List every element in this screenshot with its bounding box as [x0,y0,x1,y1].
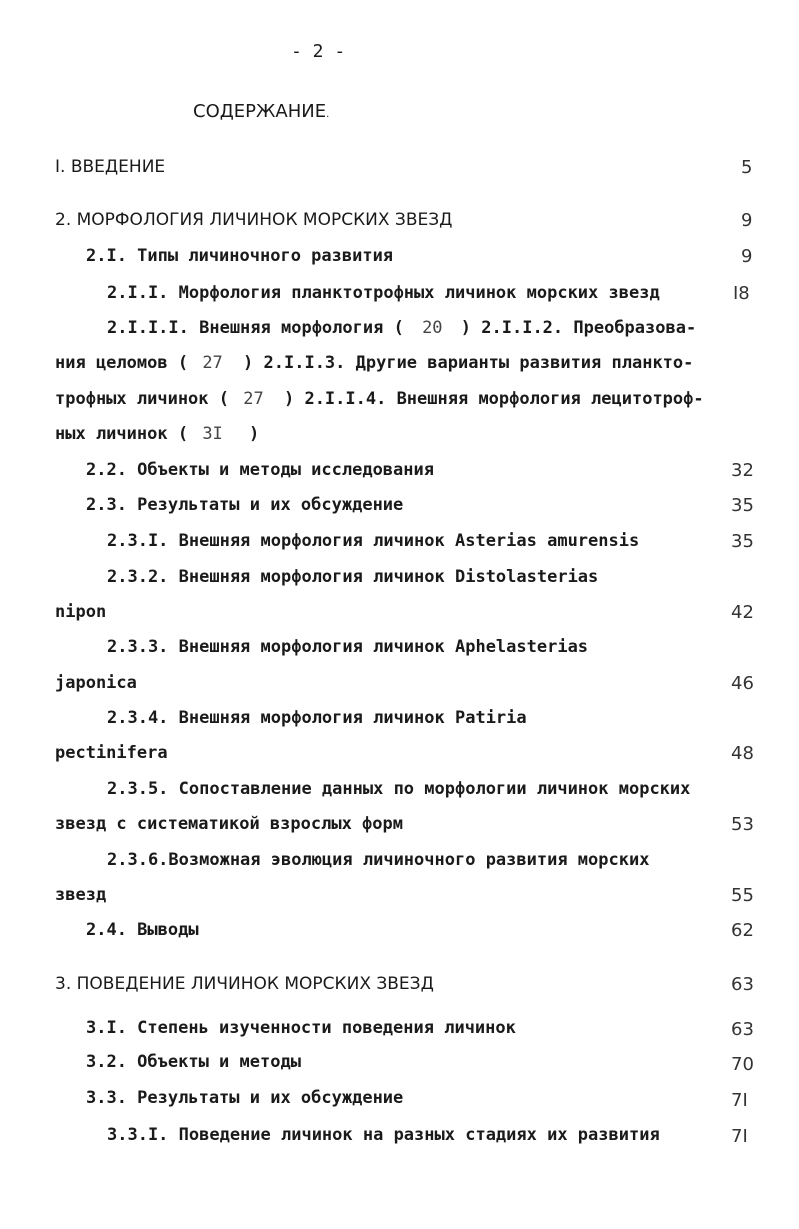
para-l1-a: 2.I.I.I. Внешняя морфология ( [107,318,404,338]
toc-entry-2-3-2-cont: nipon [55,602,107,622]
toc-paragraph-line-4 [55,424,259,444]
toc-page-2-3-1: 35 [731,531,754,552]
toc-paragraph-line-2 [55,353,693,373]
toc-entry-2-3-3: 2.3.3. Внешняя морфология личинок Aphelasterias [107,637,589,657]
toc-page-3-1: 63 [731,1019,754,1040]
para-l3-b: ) 2.I.I.4. Внешняя морфология лецитотроф- [283,389,704,409]
toc-page-2-1: 9 [741,246,753,267]
para-l1-b: ) 2.I.I.2. Преобразова- [460,318,697,338]
toc-entry-2-3-4: 2.3.4. Внешняя морфология личинок Patiria [107,708,527,728]
toc-entry-2-4: 2.4. Выводы [86,920,199,940]
page-number: - 2 - [291,41,346,62]
toc-page-2-1-1: I8 [733,283,750,304]
toc-entry-3-2: 3.2. Объекты и методы [86,1052,301,1072]
toc-page-2-3-3: 46 [731,673,754,694]
toc-entry-2-3-1: 2.3.I. Внешняя морфология личинок Asterias amurensis [107,531,640,551]
toc-entry-2-3-6-cont: звезд [55,885,107,905]
toc-entry-2-1-1: 2.I.I. Морфология планктотрофных личинок морских звезд [107,283,660,303]
para-l3-page: 27 [243,389,264,409]
para-l2-page: 27 [202,353,223,373]
toc-page-2-3-6: 55 [731,885,754,906]
toc-entry-2-3: 2.3. Результаты и их обсуждение [86,495,404,515]
toc-paragraph-line-3 [55,389,704,409]
para-l3-a: трофных личинок ( [55,389,229,409]
para-l4-b: ) [249,424,260,444]
toc-page-2-3-2: 42 [731,602,754,623]
toc-page-ch3: 63 [731,974,754,995]
toc-entry-intro: I. ВВЕДЕНИЕ [55,157,166,177]
page-title [193,102,329,125]
toc-entry-3-3: 3.3. Результаты и их обсуждение [86,1088,404,1108]
toc-page-ch2: 9 [741,210,753,231]
toc-entry-2-3-5-cont: звезд с систематикой взрослых форм [55,814,403,834]
para-l2-a: ния целомов ( [55,353,189,373]
toc-page-2-4: 62 [731,920,754,941]
title-text: СОДЕРЖАНИЕ [193,101,327,122]
toc-page-3-3: 7I [731,1090,748,1111]
para-l4-a: ных личинок ( [55,424,189,444]
toc-paragraph-line-1 [107,318,696,338]
toc-entry-2-1: 2.I. Типы личиночного развития [86,246,394,266]
toc-entry-2-3-3-cont: japonica [55,673,137,693]
para-l4-page: 3I [202,424,223,444]
toc-entry-3-1: 3.I. Степень изученности поведения личинок [86,1018,516,1038]
toc-entry-2-3-5: 2.3.5. Сопоставление данных по морфологии личинок морских [107,779,691,799]
toc-entry-2-3-2: 2.3.2. Внешняя морфология личинок Distolasterias [107,567,599,587]
toc-page-intro: 5 [741,157,753,178]
toc-entry-2-2: 2.2. Объекты и методы исследования [86,460,434,480]
toc-page-2-3-5: 53 [731,814,754,835]
toc-entry-ch2: 2. МОРФОЛОГИЯ ЛИЧИНОК МОРСКИХ ЗВЕЗД [55,210,453,230]
toc-entry-2-3-4-cont: pectinifera [55,743,168,763]
para-l1-page: 20 [422,318,443,338]
toc-page-2-3-4: 48 [731,743,754,764]
toc-entry-ch3: 3. ПОВЕДЕНИЕ ЛИЧИНОК МОРСКИХ ЗВЕЗД [55,974,434,994]
toc-page-3-3-1: 7I [731,1126,748,1147]
para-l2-b: ) 2.I.I.3. Другие варианты развития планкто- [243,353,694,373]
toc-entry-2-3-6: 2.3.6.Возможная эволюция личиночного развития морских [107,850,650,870]
toc-page-2-3: 35 [731,495,754,516]
toc-page-3-2: 70 [731,1054,754,1075]
toc-entry-3-3-1: 3.3.I. Поведение личинок на разных стадиях их развития [107,1125,660,1145]
title-dot: . [326,109,330,120]
toc-page-2-2: 32 [731,460,754,481]
